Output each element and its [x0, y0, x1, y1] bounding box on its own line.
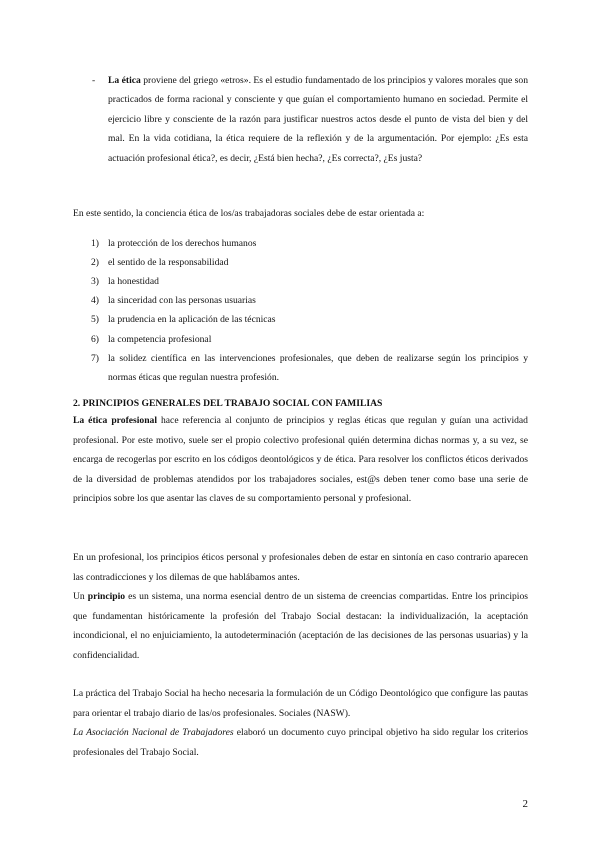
list-item: 4) la sinceridad con las personas usuarias	[91, 295, 256, 307]
ethics-term: La ética	[108, 75, 141, 86]
principle-term: principio	[87, 591, 126, 602]
list-item: 6) la competencia profesional	[91, 333, 212, 345]
association-name: La Asociación Nacional de Trabajadores	[73, 727, 234, 738]
code-paragraph: La práctica del Trabajo Social ha hecho necesaria la formulación de un Código Deontológico que configure las pautas para orientar el trabajo diario de las/os profesionales. Sociales (NASW).	[73, 688, 528, 719]
ethics-definition-text: proviene del griego «etros». Es el estudio fundamentado de los principios y valores morales que son practicados de forma racional y consciente y que guían el comportamiento humano en sociedad. Permite el ejercicio libre y consciente de la razón para justificar nuestros actos desde el punto de vista del bien y del mal. En la vida cotidiana, la ética requiere de la reflexión y de la argumentación. Por ejemplo: ¿Es esta actuación profesional ética?, es decir, ¿Está bien hecha?, ¿Es correcta?, ¿Es justa?	[108, 75, 528, 164]
principles-block	[73, 548, 528, 665]
list-item: 2) el sentido de la responsabilidad	[91, 256, 229, 268]
list-item: 7) la solidez científica en las intervenciones profesionales, que deben de realizarse según los principios y normas éticas que regulan nuestra profesión.	[91, 352, 528, 384]
page-number: 2	[522, 798, 528, 810]
list-item: 1) la protección de los derechos humanos	[91, 237, 257, 249]
professional-ethics-block	[73, 411, 528, 509]
list-item: 3) la honestidad	[91, 276, 159, 287]
section-heading: 2. PRINCIPIOS GENERALES DEL TRABAJO SOCIAL CON FAMILIAS	[73, 398, 383, 409]
code-block	[73, 684, 528, 762]
orientation-list	[91, 234, 528, 388]
list-item: 5) la prudencia en la aplicación de las técnicas	[91, 314, 276, 326]
professional-ethics-term: La ética profesional	[73, 415, 158, 426]
harmony-paragraph: En un profesional, los principios éticos personal y profesionales deben de estar en sintonía en caso contrario aparecen las contradicciones y los dilemas de que hablábamos antes.	[73, 552, 528, 583]
ethics-definition	[108, 71, 528, 168]
professional-ethics-paragraph: La ética profesional hace referencia al conjunto de principios y reglas éticas que regulan y guían una actividad profesional. Por este motivo, suele ser el propio colectivo profesional quién determina dichas normas y, a su vez, se encarga de recogerlas por escrito en los códigos deontológicos y de ética. Para resolver los conflictos éticos derivados de la diversidad de problemas atendidos por los trabajadores sociales, est@s deben tener como base una serie de principios sobre los que asentar las claves de su comportamiento personal y profesional.	[73, 415, 528, 504]
association-paragraph: La Asociación Nacional de Trabajadores elaboró un documento cuyo principal objetivo ha sido regular los criterios profesionales del Trabajo Social.	[73, 727, 528, 758]
bullet-paragraph	[92, 71, 528, 168]
principle-paragraph: Un principio es un sistema, una norma esencial dentro de un sistema de creencias compartidas. Entre los principios que fundamentan históricamente la profesión del Trabajo Social destacan: la individualización, la aceptación incondicional, el no enjuiciamiento, la autodeterminación (aceptación de las decisiones de las personas usuarias) y la confidencialidad.	[73, 591, 528, 661]
bullet-marker: -	[92, 75, 96, 86]
intro-sentence: En este sentido, la conciencia ética de los/as trabajadoras sociales debe de estar orientada a:	[73, 208, 425, 219]
